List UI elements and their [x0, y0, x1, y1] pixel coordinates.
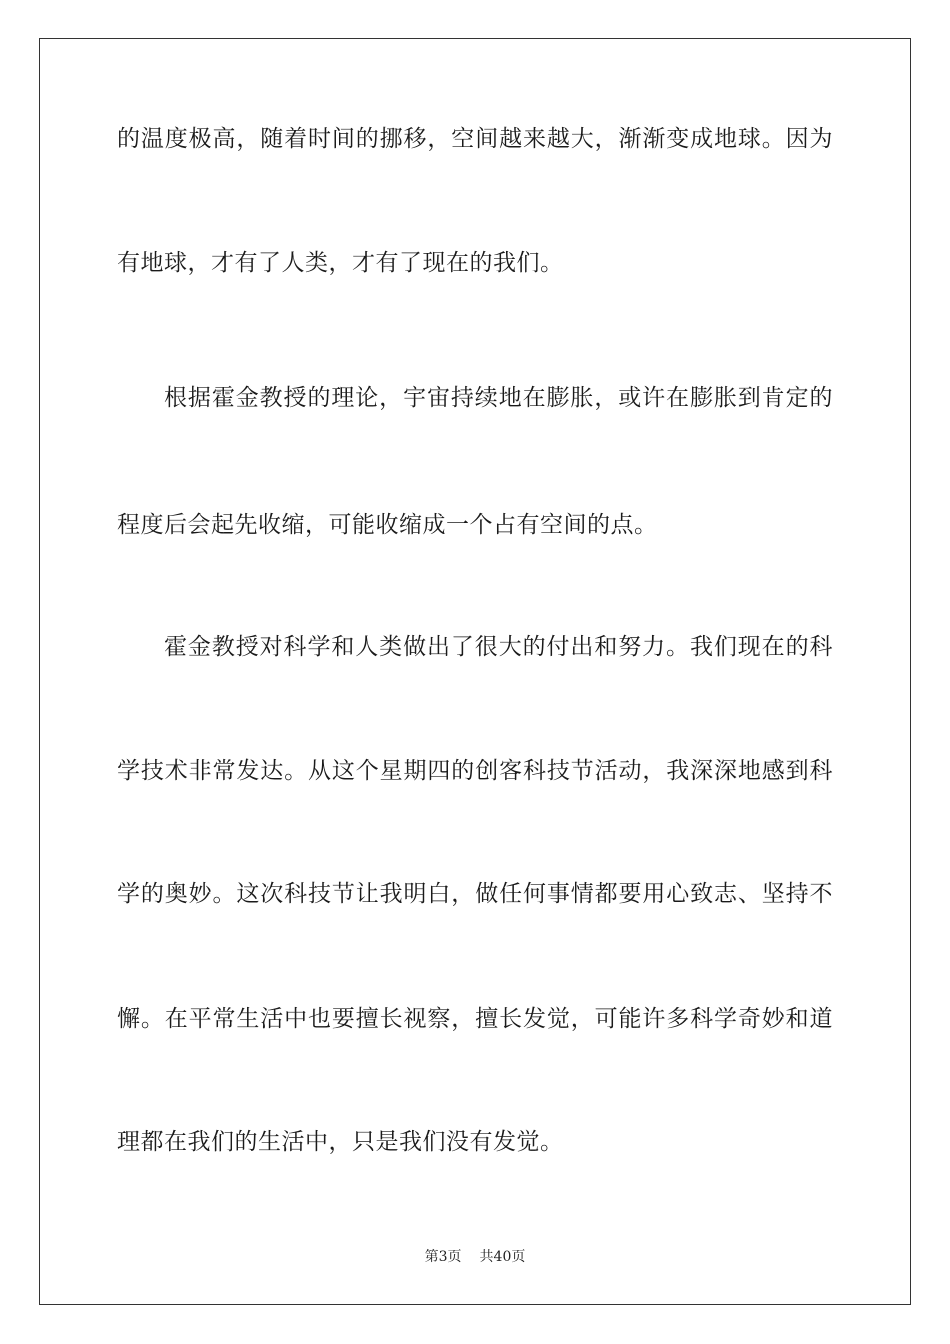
paragraph-line: 理都在我们的生活中，只是我们没有发觉。	[117, 1129, 564, 1155]
page-footer	[0, 1246, 950, 1266]
paragraph-line: 懈。在平常生活中也要擅长视察，擅长发觉，可能许多科学奇妙和道	[117, 1006, 833, 1032]
page-number: 第3页	[424, 1249, 462, 1265]
paragraph-line: 霍金教授对科学和人类做出了很大的付出和努力。我们现在的科	[164, 634, 833, 660]
paragraph-line: 程度后会起先收缩，可能收缩成一个占有空间的点。	[117, 512, 658, 538]
paragraph-line: 学技术非常发达。从这个星期四的创客科技节活动，我深深地感到科	[117, 758, 833, 784]
paragraph-line: 根据霍金教授的理论，宇宙持续地在膨胀，或许在膨胀到肯定的	[164, 385, 833, 411]
page-border	[39, 38, 911, 1305]
paragraph-line: 有地球，才有了人类，才有了现在的我们。	[117, 250, 564, 276]
page-total: 共40页	[479, 1249, 526, 1265]
paragraph-line: 的温度极高，随着时间的挪移，空间越来越大，渐渐变成地球。因为	[117, 126, 833, 152]
paragraph-line: 学的奥妙。这次科技节让我明白，做任何事情都要用心致志、坚持不	[117, 881, 833, 907]
